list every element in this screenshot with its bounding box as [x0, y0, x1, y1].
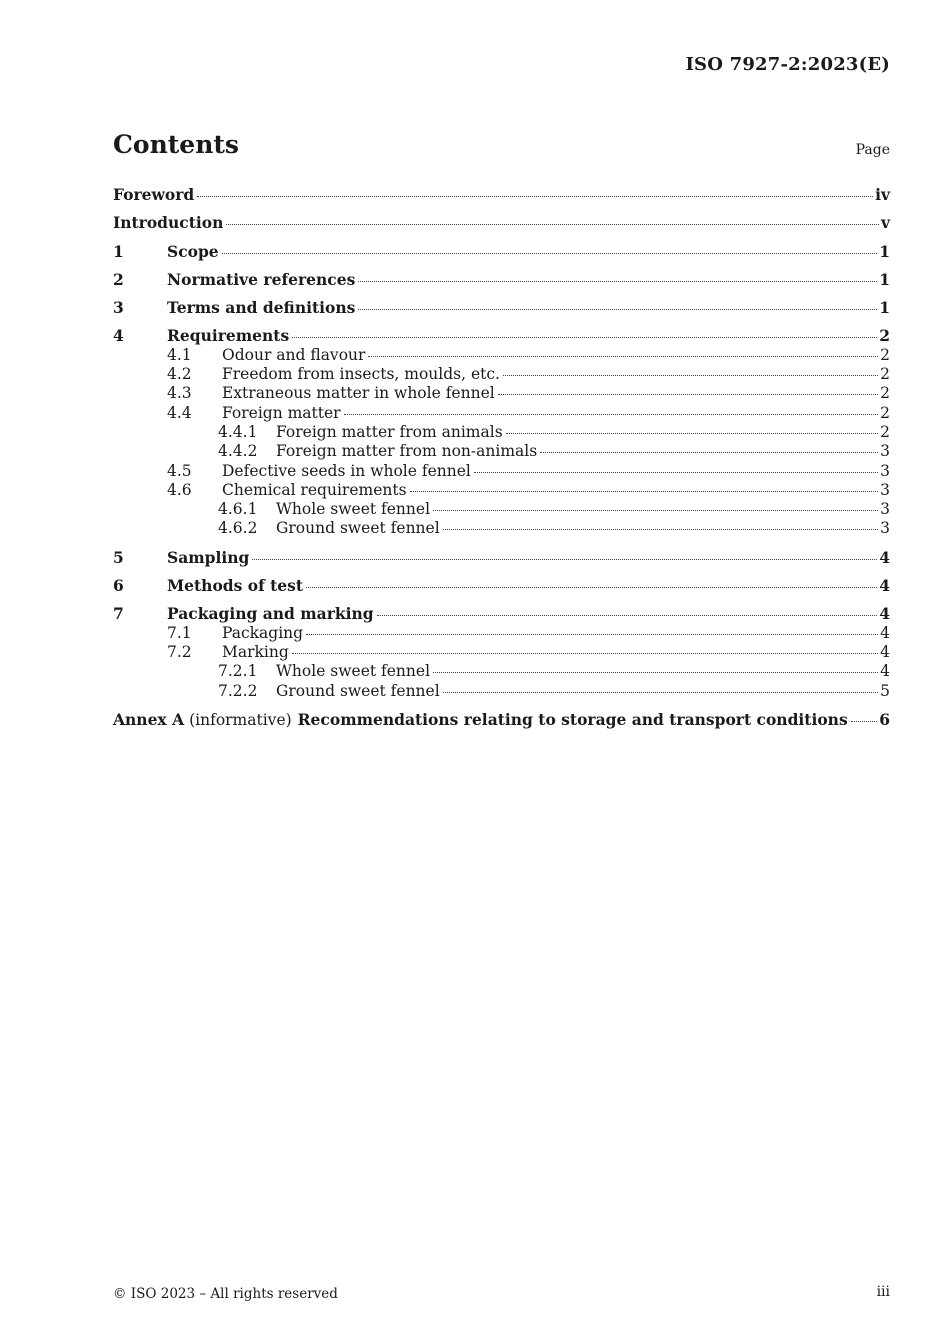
toc-entry[interactable]	[113, 682, 890, 701]
toc-entry-number: 4.1	[167, 345, 192, 364]
toc-entry[interactable]	[113, 481, 890, 500]
toc-entry-title: Ground sweet fennel	[276, 681, 440, 700]
toc-entry-title: Packaging	[222, 623, 304, 642]
toc-entry-title: Odour and flavour	[222, 345, 366, 364]
toc-entry-title: Scope	[167, 241, 219, 261]
dot-leader	[197, 196, 873, 197]
toc-entry-number: 4.6.2	[218, 519, 258, 538]
dot-leader	[306, 634, 878, 635]
toc-entry-title: Foreign matter	[222, 403, 341, 422]
toc-entry[interactable]	[113, 643, 890, 662]
toc-entry-page: 3	[880, 500, 890, 519]
toc-entry[interactable]	[113, 423, 890, 442]
toc-entry[interactable]	[113, 384, 890, 403]
toc-entry-number: 4.4.2	[218, 442, 258, 461]
dot-leader	[506, 433, 878, 434]
toc-entry-page: 2	[880, 384, 890, 403]
toc-entry-page: v	[880, 213, 890, 233]
page-column-label: Page	[855, 142, 890, 158]
dot-leader	[252, 559, 877, 560]
toc-entry-title: Ground sweet fennel	[276, 519, 440, 538]
toc-entry-title: Normative references	[167, 269, 356, 289]
toc-entry-number: 4.6	[167, 480, 192, 499]
dot-leader	[498, 394, 878, 395]
toc-entry[interactable]	[113, 519, 890, 538]
toc-entry-title: Sampling	[167, 547, 250, 567]
toc-entry-page: 2	[880, 345, 890, 364]
toc-entry-page: 2	[880, 422, 890, 441]
toc-entry-page: 3	[880, 442, 890, 461]
dot-leader	[306, 587, 877, 588]
dot-leader	[292, 653, 878, 654]
dot-leader	[292, 337, 877, 338]
toc-entry-title: Defective seeds in whole fennel	[222, 461, 471, 480]
toc-entry[interactable]	[113, 500, 890, 519]
dot-leader	[368, 356, 878, 357]
toc-entry-page: 4	[880, 662, 890, 681]
toc-entry-title: Foreign matter from non-animals	[276, 442, 538, 461]
toc-entry[interactable]	[113, 442, 890, 461]
dot-leader	[433, 510, 878, 511]
dot-leader	[851, 721, 878, 722]
page-title: Contents	[113, 130, 240, 159]
toc-entry-title: Terms and definitions	[167, 298, 356, 318]
toc-entry[interactable]	[113, 326, 890, 345]
dot-leader	[344, 414, 879, 415]
toc-entry-page: 3	[880, 519, 890, 538]
toc-entry-title: Whole sweet fennel	[276, 500, 431, 519]
toc-entry[interactable]	[113, 365, 890, 384]
toc-entry-page: 3	[880, 480, 890, 499]
toc-annex-entry[interactable]	[113, 710, 890, 729]
toc-entry-page: 2	[880, 403, 890, 422]
toc-entry-number: 7.2.2	[218, 681, 258, 700]
toc-entry-title: Foreword	[113, 185, 195, 204]
toc-entry-page: 3	[880, 461, 890, 480]
toc-entry-title: Extraneous matter in whole fennel	[222, 384, 495, 403]
toc-entry[interactable]	[113, 298, 890, 317]
toc-entry-page: 5	[880, 681, 890, 700]
toc-entry[interactable]	[113, 548, 890, 567]
toc-entry-title: Packaging and marking	[167, 604, 374, 624]
toc-entry-number: 4	[113, 326, 124, 346]
toc-entry[interactable]	[113, 346, 890, 365]
toc-entry-title: Whole sweet fennel	[276, 662, 431, 681]
toc-entry[interactable]	[113, 213, 890, 232]
dot-leader	[226, 224, 879, 225]
document-id: ISO 7927-2:2023(E)	[685, 54, 890, 75]
annex-label: Annex A	[113, 709, 185, 729]
toc-entry-number: 7	[113, 604, 124, 624]
toc-entry-title: Chemical requirements	[222, 480, 407, 499]
toc-entry[interactable]	[113, 185, 890, 204]
toc-entry-number: 4.6.1	[218, 500, 258, 519]
toc-entry[interactable]	[113, 462, 890, 481]
table-of-contents	[113, 185, 890, 729]
toc-entry[interactable]	[113, 662, 890, 681]
annex-page: 6	[879, 709, 890, 729]
page-number: iii	[876, 1284, 890, 1300]
dot-leader	[410, 491, 879, 492]
dot-leader	[222, 253, 878, 254]
toc-entry-number: 7.2	[167, 642, 192, 661]
toc-entry-number: 4.5	[167, 461, 192, 480]
toc-entry[interactable]	[113, 576, 890, 595]
toc-entry[interactable]	[113, 242, 890, 261]
dot-leader	[358, 309, 877, 310]
toc-entry-page: 2	[879, 326, 890, 346]
dot-leader	[443, 529, 878, 530]
toc-entry-title: Requirements	[167, 326, 290, 346]
annex-title: Recommendations relating to storage and transport conditions	[297, 709, 848, 729]
annex-type: (informative)	[189, 710, 292, 729]
toc-entry-page: 2	[880, 365, 890, 384]
toc-entry-page: 4	[879, 576, 890, 596]
copyright-notice: © ISO 2023 – All rights reserved	[113, 1286, 338, 1302]
toc-entry-title: Methods of test	[167, 576, 304, 596]
toc-entry[interactable]	[113, 270, 890, 289]
toc-entry-page: iv	[875, 185, 890, 204]
toc-entry-number: 4.2	[167, 365, 192, 384]
toc-entry[interactable]	[113, 404, 890, 423]
toc-entry-number: 4.4	[167, 403, 192, 422]
toc-entry[interactable]	[113, 604, 890, 623]
toc-entry-number: 6	[113, 576, 124, 596]
toc-entry-title: Freedom from insects, moulds, etc.	[222, 365, 500, 384]
toc-entry-page: 4	[879, 547, 890, 567]
dot-leader	[474, 472, 878, 473]
toc-entry-number: 7.2.1	[218, 662, 258, 681]
toc-entry-title: Marking	[222, 642, 289, 661]
toc-entry-number: 7.1	[167, 623, 192, 642]
toc-entry-number: 2	[113, 269, 124, 289]
toc-entry-page: 1	[879, 269, 890, 289]
toc-entry-page: 1	[879, 298, 890, 318]
dot-leader	[433, 672, 878, 673]
dot-leader	[377, 615, 878, 616]
toc-entry-page: 1	[879, 241, 890, 261]
toc-entry-title: Foreign matter from animals	[276, 422, 503, 441]
toc-entry-page: 4	[880, 642, 890, 661]
toc-entry-number: 5	[113, 547, 124, 567]
toc-entry-page: 4	[880, 623, 890, 642]
toc-entry-number: 3	[113, 298, 124, 318]
toc-entry-title: Introduction	[113, 213, 224, 233]
toc-entry-number: 1	[113, 241, 124, 261]
dot-leader	[443, 692, 878, 693]
toc-entry-page: 4	[879, 604, 890, 624]
dot-leader	[358, 281, 877, 282]
toc-entry-number: 4.3	[167, 384, 192, 403]
dot-leader	[540, 452, 878, 453]
dot-leader	[503, 375, 878, 376]
toc-entry-number: 4.4.1	[218, 422, 258, 441]
toc-entry[interactable]	[113, 624, 890, 643]
